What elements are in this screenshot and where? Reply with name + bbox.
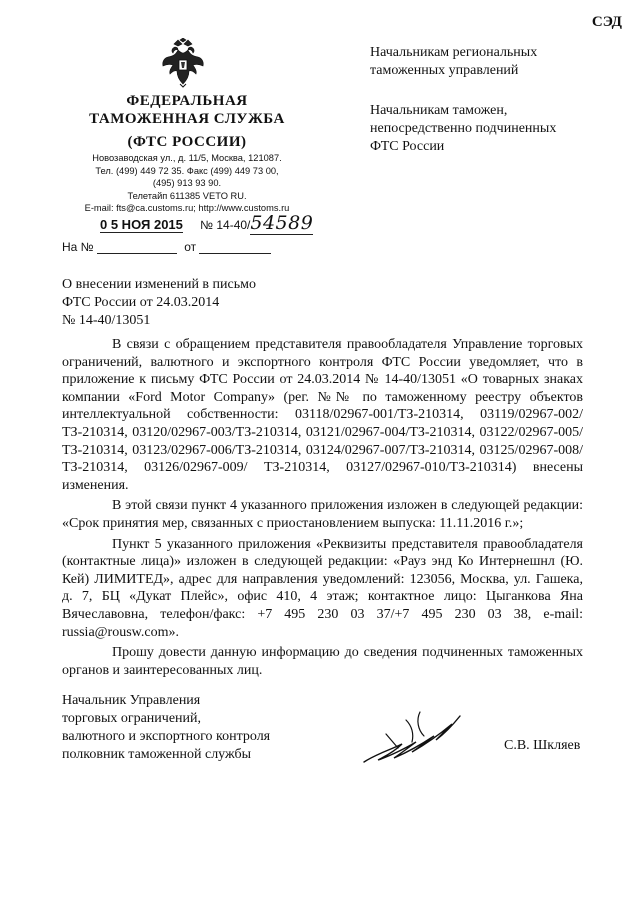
reference-number-label: На № xyxy=(62,240,94,254)
handwritten-signature-icon xyxy=(356,690,466,770)
body-paragraph: В связи с обращением представителя правообладателя Управление торговых ограничений, валютного и экспортного контроля ФТС России уведомляет, что в приложение к письму ФТС России от 24.03.2014 № 14-40/13051 «О товарных знаках компании «Ford Motor Company» (рег. №№ по таможенному реестру объектов интеллектуальной собственности: 03118/02967-001/ТЗ-210314, 03119/02967-002/ТЗ-210314, 03120/02967-003/ТЗ-210314, 03121/02967-004/ТЗ-210314, 03122/02967-005/ТЗ-210314, 03123/02967-006/ТЗ-210314, 03124/02967-007/ТЗ-210314, 03125/02967-008/ТЗ-210314, 03126/02967-009/ ТЗ-210314, 03127/02967-010/ТЗ-210314) внесены изменения. xyxy=(62,337,583,493)
signer-position-line: Начальник Управления xyxy=(62,693,201,708)
signer-position xyxy=(62,692,322,764)
reference-date-label: от xyxy=(184,240,197,254)
contact-address: Новозаводская ул., д. 11/5, Москва, 121087. xyxy=(92,153,282,163)
addressee-regional xyxy=(370,44,620,80)
org-abbreviation: (ФТС РОССИИ) xyxy=(127,134,247,150)
contact-phone-extra: (495) 913 93 90. xyxy=(152,178,222,188)
registration-stamp xyxy=(100,212,313,235)
addressee-customs xyxy=(370,102,620,156)
registration-number-label: № 14-40/ xyxy=(200,218,251,232)
contact-email: E-mail: fts@ca.customs.ru; http://www.customs.ru xyxy=(84,203,290,213)
letter-body xyxy=(62,336,583,679)
reference-row xyxy=(62,240,271,254)
reference-number-blank xyxy=(97,242,177,254)
subject-line: О внесении изменений в письмо xyxy=(62,277,256,292)
contact-teletype: Телетайп 611385 VETO RU. xyxy=(127,190,247,201)
addressee-line: Начальникам таможен, xyxy=(370,103,508,118)
sed-mark: СЭД xyxy=(591,14,622,30)
signer-position-line: полковник таможенной службы xyxy=(62,747,252,762)
org-contacts xyxy=(62,152,312,215)
subject-line: № 14-40/13051 xyxy=(62,313,151,328)
addressee-line: таможенных управлений xyxy=(370,63,519,78)
subject-line: ФТС России от 24.03.2014 xyxy=(62,295,220,310)
signer-position-line: торговых ограничений, xyxy=(62,711,202,726)
body-paragraph: В этой связи пункт 4 указанного приложения изложен в следующей редакции: «Срок принятия мер, связанных с приостановлением выпуска: 11.11.2016 г.»; xyxy=(62,498,583,531)
contact-phone: Тел. (499) 449 72 35. Факс (499) 449 73 00, xyxy=(95,165,279,176)
addressee-line: непосредственно подчиненных xyxy=(370,121,557,136)
addressee-line: Начальникам региональных xyxy=(370,45,538,60)
body-paragraph: Пункт 5 указанного приложения «Реквизиты представителя правообладателя (контактные лица)» изложен в следующей редакции: «Рауз энд Ко Интернешнл (Ю. Кей) ЛИМИТЕД», адрес для направления уведомлений: 123056, Москва, ул. Гашека, д. 7, БЦ «Дукат Плейс», офис 410, 4 этаж; контактное лицо: Цыганкова Яна Вячеславовна, телефон/факс: +7 495 230 03 37/+7 495 230 03 38, e-mail: russia@rousw.com». xyxy=(62,536,583,640)
registration-number-handwritten: 54589 xyxy=(250,212,314,234)
registration-date: 0 5 НОЯ 2015 xyxy=(100,217,183,232)
org-name-line1: ФЕДЕРАЛЬНАЯ xyxy=(126,93,248,109)
letter-subject xyxy=(62,276,302,330)
double-headed-eagle-emblem-icon xyxy=(160,38,206,88)
signer-position-line: валютного и экспортного контроля xyxy=(62,729,271,744)
organization-header xyxy=(62,92,312,151)
addressee-line: ФТС России xyxy=(370,139,445,154)
reference-date-blank xyxy=(199,242,271,254)
org-name-line2: ТАМОЖЕННАЯ СЛУЖБА xyxy=(89,111,285,127)
body-paragraph: Прошу довести данную информацию до сведения подчиненных таможенных органов и заинтересованных лиц. xyxy=(62,645,583,678)
signer-name: С.В. Шкляев xyxy=(504,738,581,753)
